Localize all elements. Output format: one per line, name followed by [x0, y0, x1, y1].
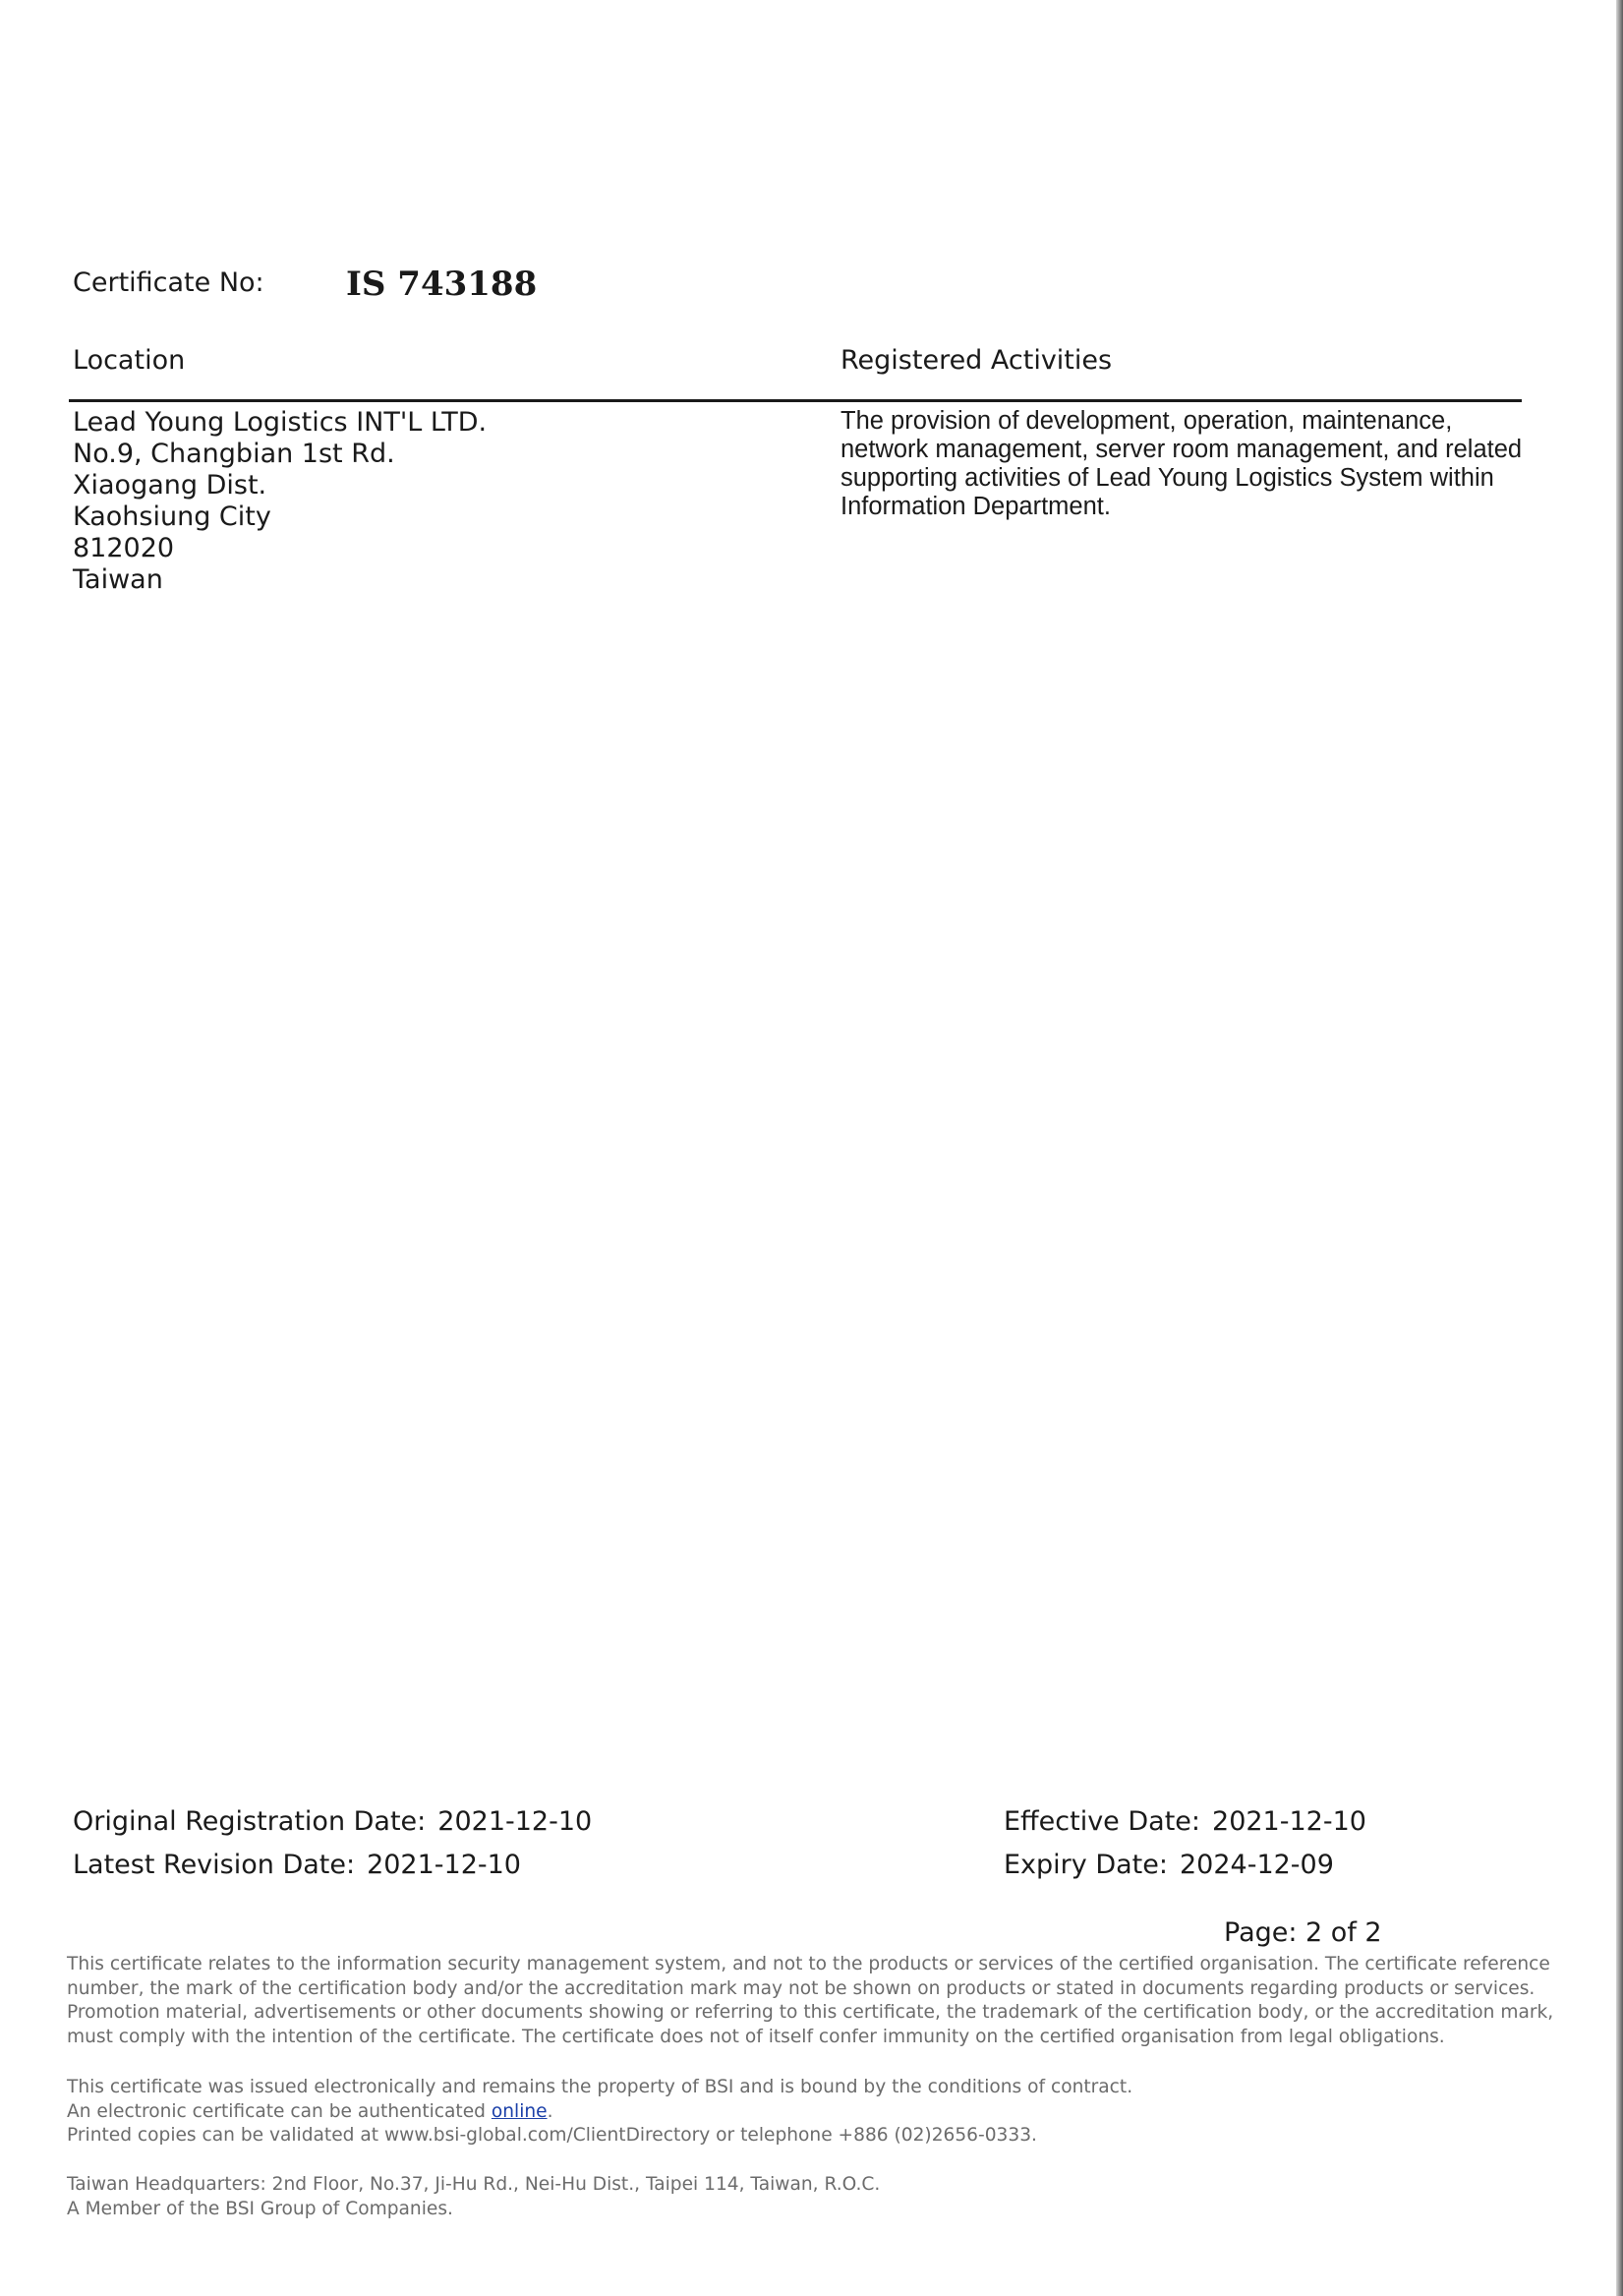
disclaimer-block — [67, 1953, 1553, 2049]
expiry-date — [1004, 1850, 1334, 1880]
original-registration-date — [73, 1806, 592, 1837]
location-address — [73, 407, 487, 596]
activities-line: The provision of development, operation, maintenance, — [840, 407, 1453, 435]
authentication-period: . — [547, 2100, 553, 2122]
disclaimer-line: Promotion material, advertisements or other documents showing or referring to this certificate, the trademark of the certification body, or the accreditation mark, — [67, 2002, 1554, 2023]
location-heading: Location — [73, 345, 186, 376]
address-line-city: Kaohsiung City — [73, 501, 271, 532]
activities-line: Information Department. — [840, 493, 1111, 520]
certificate-number: IS 743188 — [346, 265, 538, 304]
original-registration-label: Original Registration Date: — [73, 1806, 427, 1837]
effective-date-value: 2021-12-10 — [1212, 1806, 1366, 1837]
group-membership: A Member of the BSI Group of Companies. — [67, 2198, 453, 2219]
latest-revision-label: Latest Revision Date: — [73, 1850, 356, 1880]
disclaimer-line: This certificate relates to the information security management system, and not to the products or services of the certified organisation. The certificate reference — [67, 1954, 1550, 1974]
effective-date-label: Effective Date: — [1004, 1806, 1201, 1837]
address-line-postcode: 812020 — [73, 533, 175, 563]
latest-revision-value: 2021-12-10 — [367, 1850, 521, 1880]
authentication-text: An electronic certificate can be authenticated — [67, 2100, 492, 2122]
online-authentication-link[interactable]: online — [491, 2100, 548, 2122]
issuance-line: This certificate was issued electronically and remains the property of BSI and is bound by the conditions of contract. — [67, 2077, 1133, 2097]
address-line-country: Taiwan — [73, 564, 163, 595]
activities-line: supporting activities of Lead Young Logistics System within — [840, 464, 1494, 492]
expiry-date-label: Expiry Date: — [1004, 1850, 1168, 1880]
certificate-number-label: Certificate No: — [73, 267, 264, 298]
address-line-district: Xiaogang Dist. — [73, 470, 267, 500]
page-number: Page: 2 of 2 — [1224, 1917, 1382, 1948]
headquarters-address: Taiwan Headquarters: 2nd Floor, No.37, Ji-Hu Rd., Nei-Hu Dist., Taipei 114, Taiwan, R.O.C. — [67, 2174, 881, 2195]
issuance-line-authentication — [67, 2100, 1132, 2125]
headquarters-block — [67, 2173, 880, 2221]
original-registration-value: 2021-12-10 — [437, 1806, 593, 1837]
address-line-company: Lead Young Logistics INT'L LTD. — [73, 407, 488, 438]
page-edge-shadow — [1616, 0, 1623, 2296]
issuance-block — [67, 2076, 1132, 2149]
header-divider — [69, 399, 1522, 402]
activities-line: network management, server room management, and related — [840, 436, 1523, 463]
disclaimer-line: must comply with the intention of the certificate. The certificate does not of itself confer immunity on the certified organisation from legal obligations. — [67, 2026, 1445, 2047]
address-line-street: No.9, Changbian 1st Rd. — [73, 439, 395, 469]
issuance-line: Printed copies can be validated at www.bsi-global.com/ClientDirectory or telephone +886 (02)2656-0333. — [67, 2125, 1037, 2146]
effective-date — [1004, 1806, 1366, 1837]
registered-activities-text — [840, 407, 1529, 521]
registered-activities-heading: Registered Activities — [840, 345, 1113, 376]
disclaimer-line: number, the mark of the certification body and/or the accreditation mark may not be shown on products or stated in documents regarding products or services. — [67, 1977, 1536, 1999]
expiry-date-value: 2024-12-09 — [1179, 1850, 1334, 1880]
latest-revision-date — [73, 1850, 521, 1880]
